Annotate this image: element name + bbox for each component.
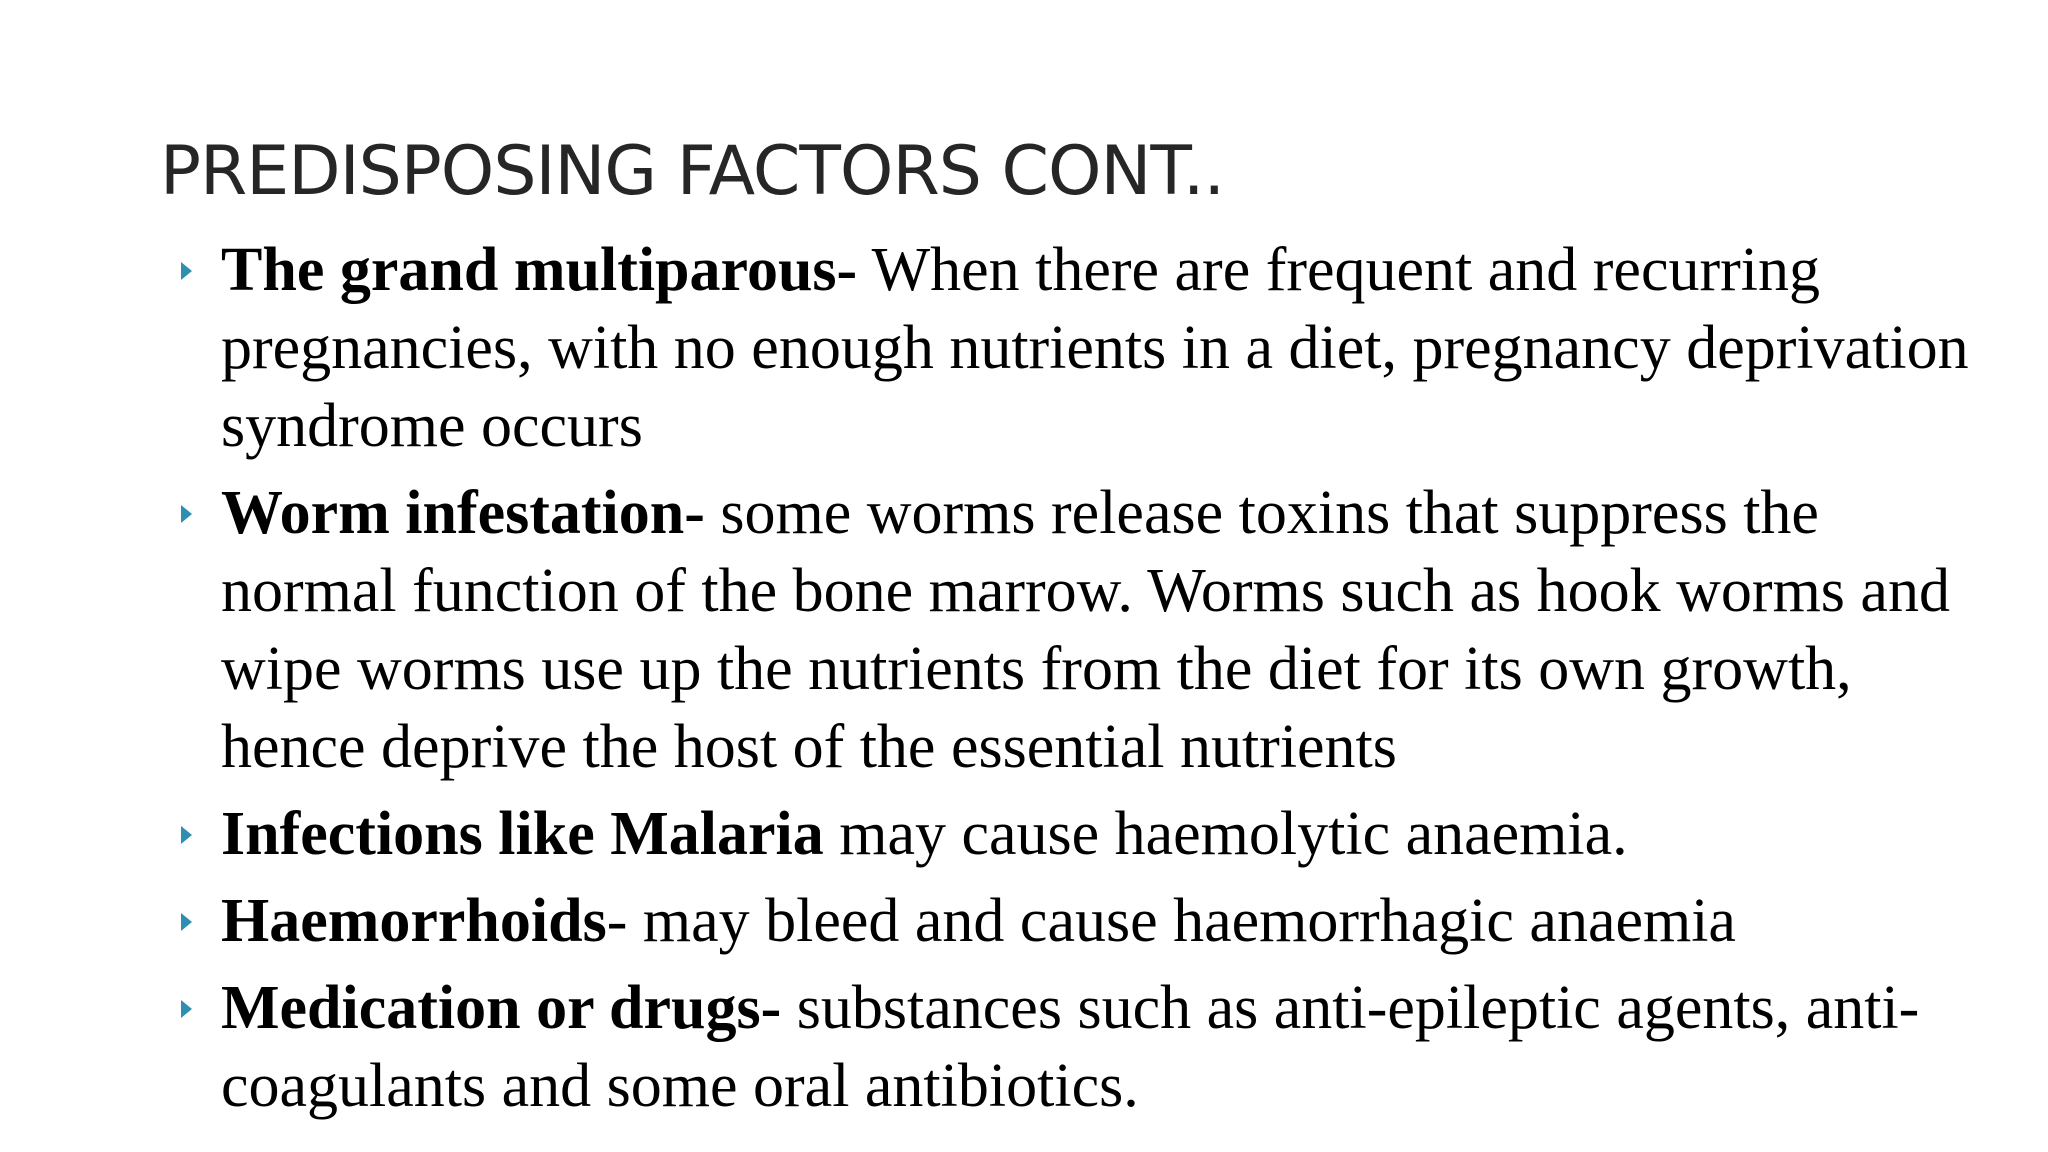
bullet-text: When there are frequent and recurring pregnancies, with no enough nutrients in a diet, pregnancy deprivation syndrome occurs — [221, 236, 1969, 460]
bullet-text: - may bleed and cause haemorrhagic anaemia — [606, 887, 1736, 955]
bullet-item-medication-drugs — [0, 969, 2048, 1125]
bullet-item-infections-malaria — [0, 795, 2048, 873]
bullet-term: Worm infestation- — [221, 479, 705, 547]
bullet-item-grand-multiparous — [0, 231, 2048, 465]
bullet-text: some worms release toxins that suppress the normal function of the bone marrow. Worms such as hook worms and wipe worms use up the nutrients from the diet for its own growth, hence deprive the host of the essential nutrients — [221, 479, 1950, 781]
bullet-term: Infections like Malaria — [221, 800, 824, 868]
bullet-term: Haemorrhoids — [221, 887, 607, 955]
slide-title: PREDISPOSING FACTORS CONT.. — [160, 132, 1225, 211]
triangle-right-icon — [181, 505, 192, 523]
triangle-right-icon — [181, 913, 192, 931]
triangle-right-icon — [181, 1000, 192, 1018]
bullet-item-worm-infestation — [0, 474, 2048, 786]
triangle-right-icon — [181, 262, 192, 280]
bullet-item-haemorrhoids — [0, 882, 2048, 960]
triangle-right-icon — [181, 826, 192, 844]
bullet-term: Medication or drugs- — [221, 974, 782, 1042]
bullet-list — [0, 231, 2048, 1134]
bullet-text: substances such as anti-epileptic agents, anti-coagulants and some oral antibiotics. — [221, 974, 1920, 1120]
bullet-term: The grand multiparous- — [221, 236, 858, 304]
bullet-text: may cause haemolytic anaemia. — [823, 800, 1628, 868]
